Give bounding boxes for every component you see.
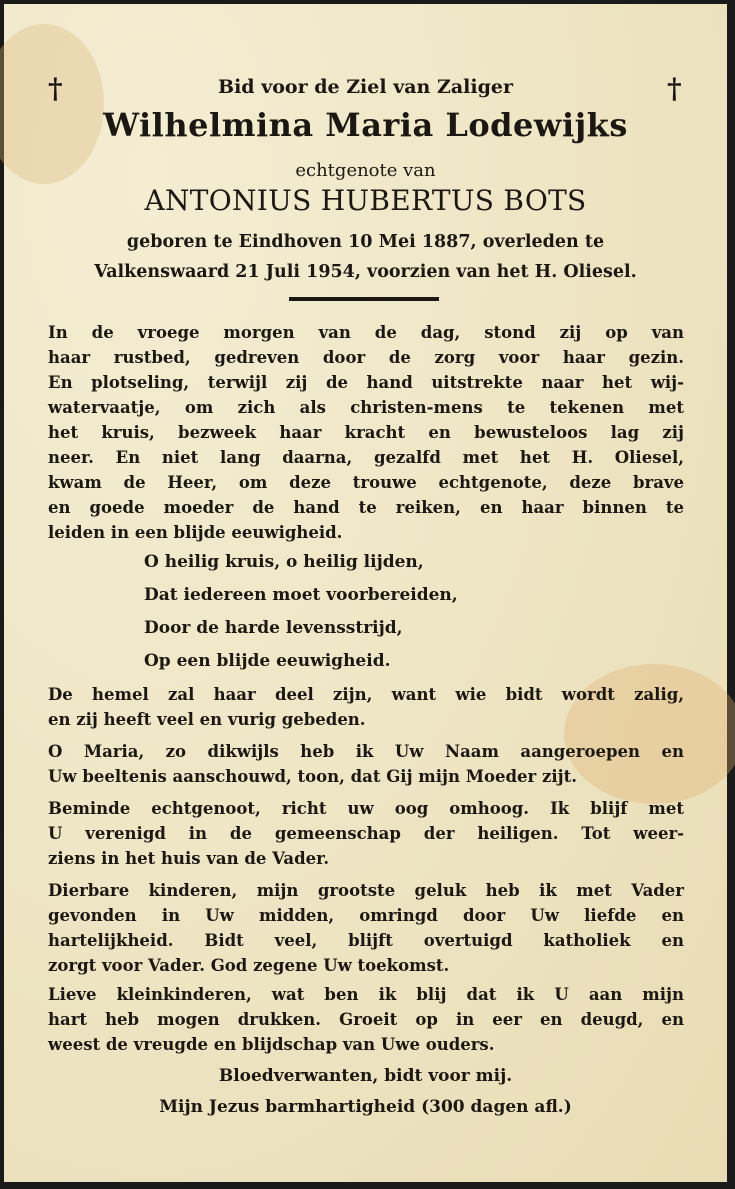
poem-line: O heilig kruis, o heilig lijden,: [144, 552, 424, 572]
birth-line: geboren te Eindhoven 10 Mei 1887, overleden te: [126, 232, 605, 252]
text-line: U verenigd in de gemeenschap der heiligen. Tot weer-: [48, 824, 684, 843]
text-line: De hemel zal haar deel zijn, want wie bidt wordt zalig,: [48, 685, 684, 704]
cross-right-icon: †: [667, 72, 682, 105]
text-line: Beminde echtgenoot, richt uw oog omhoog. Ik blijf met: [48, 799, 684, 818]
text-line: Lieve kleinkinderen, wat ben ik blij dat ik U aan mijn: [48, 985, 684, 1004]
text-line: en zij heeft veel en vurig gebeden.: [48, 710, 366, 729]
cross-left-icon: †: [48, 72, 63, 105]
indulgence-prayer: Mijn Jezus barmhartigheid (300 dagen afl.): [159, 1097, 572, 1117]
text-line: O Maria, zo dikwijls heb ik Uw Naam aangeroepen en: [48, 742, 684, 761]
deceased-name: Wilhelmina Maria Lodewijks: [103, 106, 628, 144]
death-line: Valkenswaard 21 Juli 1954, voorzien van het H. Oliesel.: [94, 262, 637, 282]
memorial-card: [4, 4, 727, 1182]
poem-line: Op een blijde eeuwigheid.: [144, 651, 391, 671]
text-line: weest de vreugde en blijdschap van Uwe ouders.: [48, 1035, 495, 1054]
text-line: Uw beeltenis aanschouwd, toon, dat Gij mijn Moeder zijt.: [48, 767, 577, 786]
text-line: kwam de Heer, om deze trouwe echtgenote, deze brave: [48, 473, 684, 492]
paragraph-morning: [48, 320, 684, 545]
text-line: neer. En niet lang daarna, gezalfd met het H. Oliesel,: [48, 448, 684, 467]
poem-line: Dat iedereen moet voorbereiden,: [144, 585, 458, 605]
text-line: zorgt voor Vader. God zegene Uw toekomst.: [48, 956, 450, 975]
text-line: En plotseling, terwijl zij de hand uitstrekte naar het wij-: [48, 373, 684, 392]
divider: [289, 297, 439, 301]
spouse-label: echtgenote van: [295, 160, 436, 181]
text-line: watervaatje, om zich als christen-mens te tekenen met: [48, 398, 684, 417]
text-line: Dierbare kinderen, mijn grootste geluk heb ik met Vader: [48, 881, 684, 900]
text-line: gevonden in Uw midden, omringd door Uw liefde en: [48, 906, 684, 925]
text-line: het kruis, bezweek haar kracht en bewusteloos lag zij: [48, 423, 684, 442]
text-line: hart heb mogen drukken. Groeit op in eer en deugd, en: [48, 1010, 684, 1029]
relatives-line: Bloedverwanten, bidt voor mij.: [218, 1066, 513, 1086]
poem-line: Door de harde levensstrijd,: [144, 618, 403, 638]
paragraph-heaven: [48, 682, 684, 732]
paragraph-spouse: [48, 796, 684, 871]
pray-line: Bid voor de Ziel van Zaliger: [218, 76, 513, 98]
text-line: hartelijkheid. Bidt veel, blijft overtuigd katholiek en: [48, 931, 684, 950]
paragraph-grandchildren: [48, 982, 684, 1057]
text-line: ziens in het huis van de Vader.: [48, 849, 330, 868]
text-line: haar rustbed, gedreven door de zorg voor haar gezin.: [48, 348, 684, 367]
text-line: In de vroege morgen van de dag, stond zij op van: [48, 323, 684, 342]
text-line: en goede moeder de hand te reiken, en haar binnen te: [48, 498, 684, 517]
paragraph-maria: [48, 739, 684, 789]
text-line: leiden in een blijde eeuwigheid.: [48, 523, 343, 542]
spouse-name: ANTONIUS HUBERTUS BOTS: [144, 184, 587, 217]
paragraph-children: [48, 878, 684, 978]
